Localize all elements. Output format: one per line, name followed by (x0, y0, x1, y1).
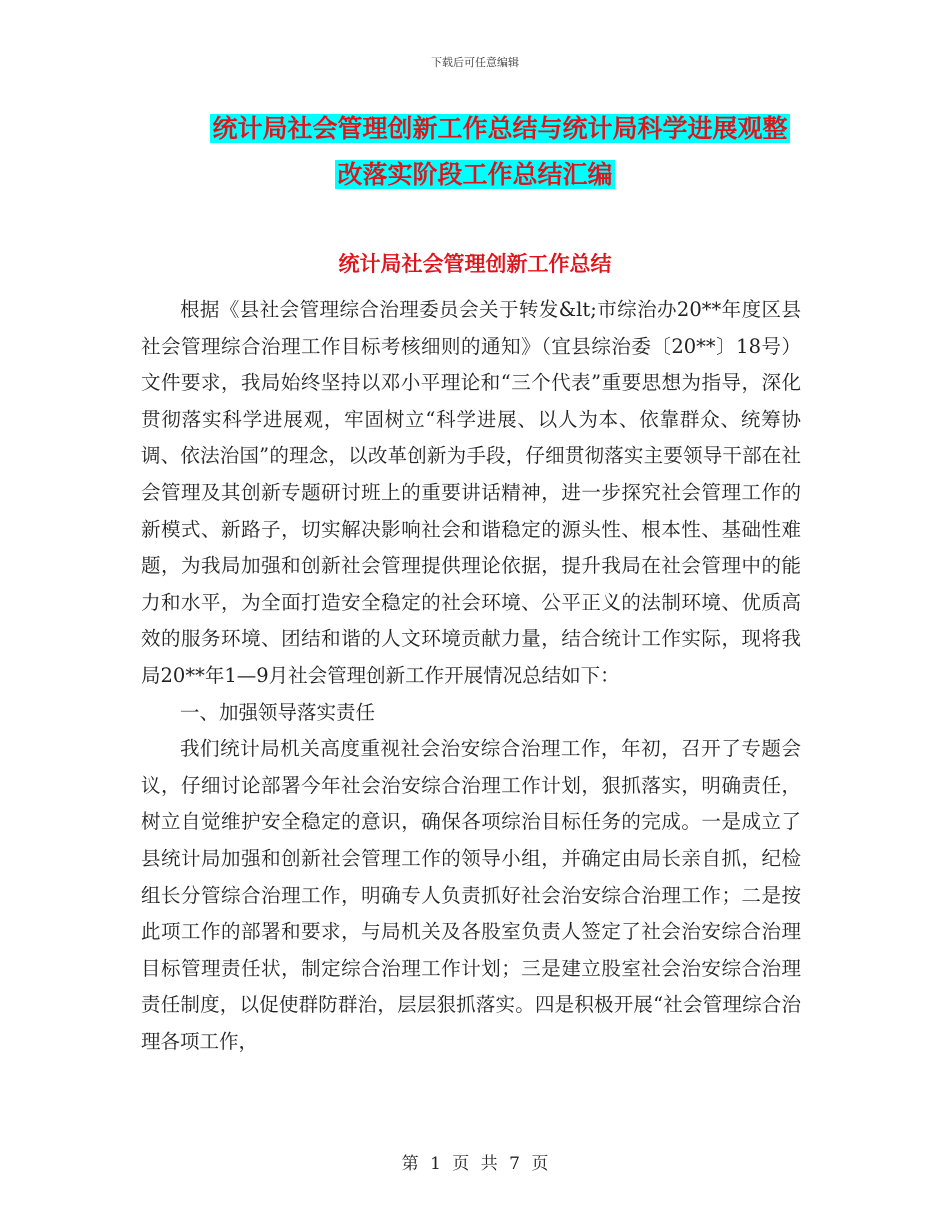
footer-page-word: 第 (401, 1154, 419, 1174)
paragraph-heading-1: 一、加强领导落实责任 (180, 700, 376, 724)
footer-page-current: 1 (430, 1154, 441, 1174)
page-footer (0, 1149, 950, 1174)
document-title-text-1: 统计局社会管理创新工作总结与统计局科学进展观整 (212, 114, 788, 143)
footer-total-word: 共 (480, 1154, 498, 1174)
footer-total-unit: 页 (531, 1154, 549, 1174)
section-title: 统计局社会管理创新工作总结 (338, 252, 612, 276)
body-text (141, 292, 801, 1060)
paragraph-leadership: 我们统计局机关高度重视社会治安综合治理工作，年初，召开了专题会议，仔细讨论部署今年社会治安综合治理工作计划，狠抓落实，明确责任，树立自觉维护安全稳定的意识，确保各项综治目标任务的完成。一是成立了县统计局加强和创新社会管理工作的领导小组，并确定由局长亲自抓，纪检组长分管综合治理工作，明确专人负责抓好社会治安综合治理工作；二是按此项工作的部署和要求，与局机关及各股室负责人签定了社会治安综合治理目标管理责任状，制定综合治理工作计划；三是建立股室社会治安综合治理责任制度，以促使群防群治，层层狠抓落实。四是积极开展“社会管理综合治理各项工作， (141, 737, 801, 1053)
footer-page-unit: 页 (452, 1154, 470, 1174)
document-title-text-2: 改落实阶段工作总结汇编 (337, 160, 613, 189)
header-note: 下载后可任意编辑 (431, 56, 519, 69)
paragraph-intro: 根据《县社会管理综合治理委员会关于转发&lt;市综治办20**年度区县社会管理综合治理工作目标考核细则的通知》（宜县综治委〔20**〕18号）文件要求，我局始终坚持以邓小平理论和“三个代表”重要思想为指导，深化贯彻落实科学进展观，牢固树立“科学进展、以人为本、依靠群众、统筹协调、依法治国”的理念，以改革创新为手段，仔细贯彻落实主要领导干部在社会管理及其创新专题研讨班上的重要讲话精神，进一步探究社会管理工作的新模式、新路子，切实解决影响社会和谐稳定的源头性、根本性、基础性难题，为我局加强和创新社会管理提供理论依据，提升我局在社会管理中的能力和水平，为全面打造安全稳定的社会环境、公平正义的法制环境、优质高效的服务环境、团结和谐的人文环境贡献力量，结合统计工作实际，现将我局20**年1—9月社会管理创新工作开展情况总结如下： (141, 298, 801, 687)
document-title-line-2 (0, 158, 950, 192)
document-title-line-1 (0, 112, 950, 146)
footer-page-total: 7 (509, 1154, 520, 1174)
